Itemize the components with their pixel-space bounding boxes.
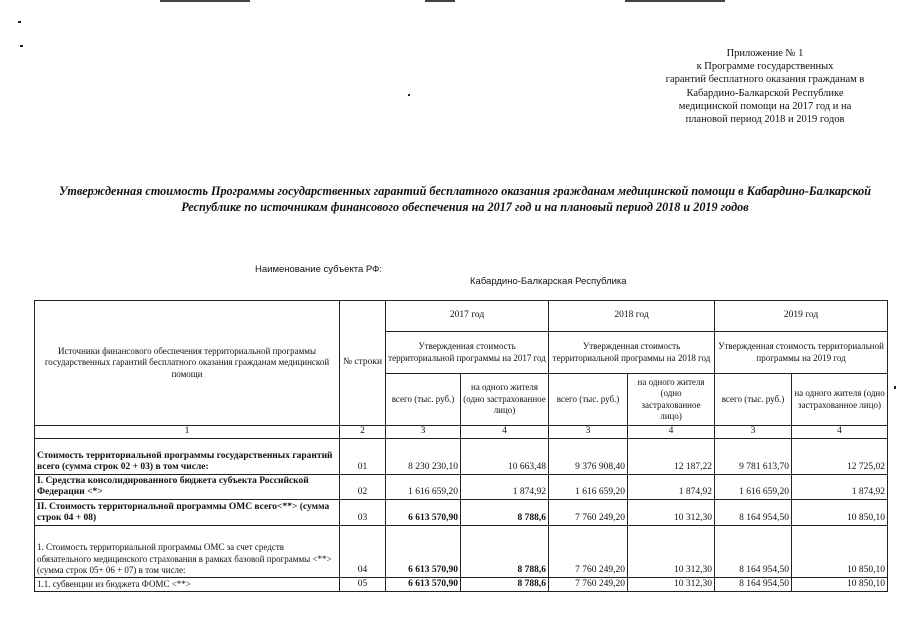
table-row xyxy=(35,525,888,577)
cell-value: 10 850,10 xyxy=(792,499,888,525)
appendix-line: Кабардино-Балкарской Республике xyxy=(686,87,844,99)
header-year-2019: 2019 год xyxy=(715,301,888,332)
row-number: 05 xyxy=(340,577,386,591)
cell-value: 6 613 570,90 xyxy=(386,499,461,525)
appendix-line: Приложение № 1 xyxy=(726,48,804,59)
cell-value: 1 874,92 xyxy=(461,474,549,499)
header-source: Источники финансового обеспечения территориальной программы государственных гарантий бесплатного оказания гражданам медицинской помощи xyxy=(35,301,340,426)
header-per-capita: на одного жителя (одно застрахованное лицо) xyxy=(461,374,549,426)
table-row xyxy=(35,438,888,474)
subject-value: Кабардино-Балкарская Республика xyxy=(470,276,627,287)
cell-value: 8 230 230,10 xyxy=(386,438,461,474)
row-number: 04 xyxy=(340,525,386,577)
scan-speck xyxy=(425,0,455,2)
subject-label: Наименование субъекта РФ: xyxy=(255,264,382,275)
cell-value: 1 874,92 xyxy=(792,474,888,499)
cell-value: 6 613 570,90 xyxy=(386,577,461,591)
table-row xyxy=(35,577,888,591)
scan-speck xyxy=(894,386,896,389)
cell-value: 7 760 249,20 xyxy=(549,525,628,577)
cell-value: 9 781 613,70 xyxy=(715,438,792,474)
scan-speck xyxy=(625,0,725,2)
header-approved-2018: Утвержденная стоимость территориальной программы на 2018 год xyxy=(549,332,715,374)
cell-value: 10 312,30 xyxy=(628,525,715,577)
cell-value: 1 616 659,20 xyxy=(549,474,628,499)
column-number: 3 xyxy=(715,426,792,439)
cost-table xyxy=(34,300,888,592)
column-number: 2 xyxy=(340,426,386,439)
scan-speck xyxy=(408,94,410,96)
cell-value: 1 616 659,20 xyxy=(715,474,792,499)
cell-value: 10 663,48 xyxy=(461,438,549,474)
column-number: 4 xyxy=(628,426,715,439)
cell-value: 7 760 249,20 xyxy=(549,577,628,591)
header-total: всего (тыс. руб.) xyxy=(386,374,461,426)
row-number: 01 xyxy=(340,438,386,474)
header-total: всего (тыс. руб.) xyxy=(715,374,792,426)
scan-speck xyxy=(18,21,21,23)
header-row-no: № строки xyxy=(340,301,386,426)
cell-value: 12 187,22 xyxy=(628,438,715,474)
appendix-line: медицинской помощи на 2017 год и на xyxy=(678,100,852,112)
row-label: 1.1. субвенции из бюджета ФОМС <**> xyxy=(35,577,340,591)
row-label: Стоимость территориальной программы государственных гарантий всего (сумма строк 02 + 03) в том числе: xyxy=(35,438,340,474)
appendix-line: гарантий бесплатного оказания гражданам в xyxy=(665,74,865,86)
cell-value: 10 312,30 xyxy=(628,577,715,591)
table-row xyxy=(35,474,888,499)
cell-value: 8 788,6 xyxy=(461,525,549,577)
column-number: 4 xyxy=(461,426,549,439)
row-label: I. Средства консолидированного бюджета субъекта Российской Федерации <*> xyxy=(35,474,340,499)
cell-value: 8 788,6 xyxy=(461,499,549,525)
cell-value: 8 164 954,50 xyxy=(715,577,792,591)
header-per-capita: на одного жителя (одно застрахованное лицо) xyxy=(792,374,888,426)
cell-value: 10 850,10 xyxy=(792,525,888,577)
appendix-header xyxy=(640,47,890,126)
cell-value: 10 312,30 xyxy=(628,499,715,525)
header-approved-2017: Утвержденная стоимость территориальной программы на 2017 год xyxy=(386,332,549,374)
row-label: 1. Стоимость территориальной программы ОМС за счет средств обязательного медицинского страхования в рамках базовой программы <**> (сумма строк 05+ 06 + 07) в том числе: xyxy=(35,525,340,577)
row-number: 02 xyxy=(340,474,386,499)
cell-value: 12 725,02 xyxy=(792,438,888,474)
cell-value: 1 616 659,20 xyxy=(386,474,461,499)
column-number: 3 xyxy=(549,426,628,439)
header-per-capita: на одного жителя (одно застрахованное лицо) xyxy=(628,374,715,426)
header-total: всего (тыс. руб.) xyxy=(549,374,628,426)
cell-value: 10 850,10 xyxy=(792,577,888,591)
header-year-2018: 2018 год xyxy=(549,301,715,332)
appendix-line: к Программе государственных xyxy=(696,61,834,73)
appendix-line: плановой период 2018 и 2019 годов xyxy=(685,114,845,126)
column-number: 4 xyxy=(792,426,888,439)
document-title: Утвержденная стоимость Программы государственных гарантий бесплатного оказания гражданам медицинской помощи в Кабардино-Балкарской Республике по источникам финансового обеспечения на 2017 год и на плановый период 2018 и 2019 годов xyxy=(58,184,872,214)
cell-value: 7 760 249,20 xyxy=(549,499,628,525)
header-year-2017: 2017 год xyxy=(386,301,549,332)
scan-speck xyxy=(160,0,250,2)
cell-value: 6 613 570,90 xyxy=(386,525,461,577)
column-number: 3 xyxy=(386,426,461,439)
header-approved-2019: Утвержденная стоимость территориальной программы на 2019 год xyxy=(715,332,888,374)
scan-speck xyxy=(20,45,23,47)
row-number: 03 xyxy=(340,499,386,525)
table-row xyxy=(35,499,888,525)
cell-value: 1 874,92 xyxy=(628,474,715,499)
cell-value: 8 164 954,50 xyxy=(715,525,792,577)
cell-value: 9 376 908,40 xyxy=(549,438,628,474)
column-number: 1 xyxy=(35,426,340,439)
cell-value: 8 788,6 xyxy=(461,577,549,591)
row-label: II. Стоимость территориальной программы ОМС всего<**> (сумма строк 04 + 08) xyxy=(35,499,340,525)
cell-value: 8 164 954,50 xyxy=(715,499,792,525)
